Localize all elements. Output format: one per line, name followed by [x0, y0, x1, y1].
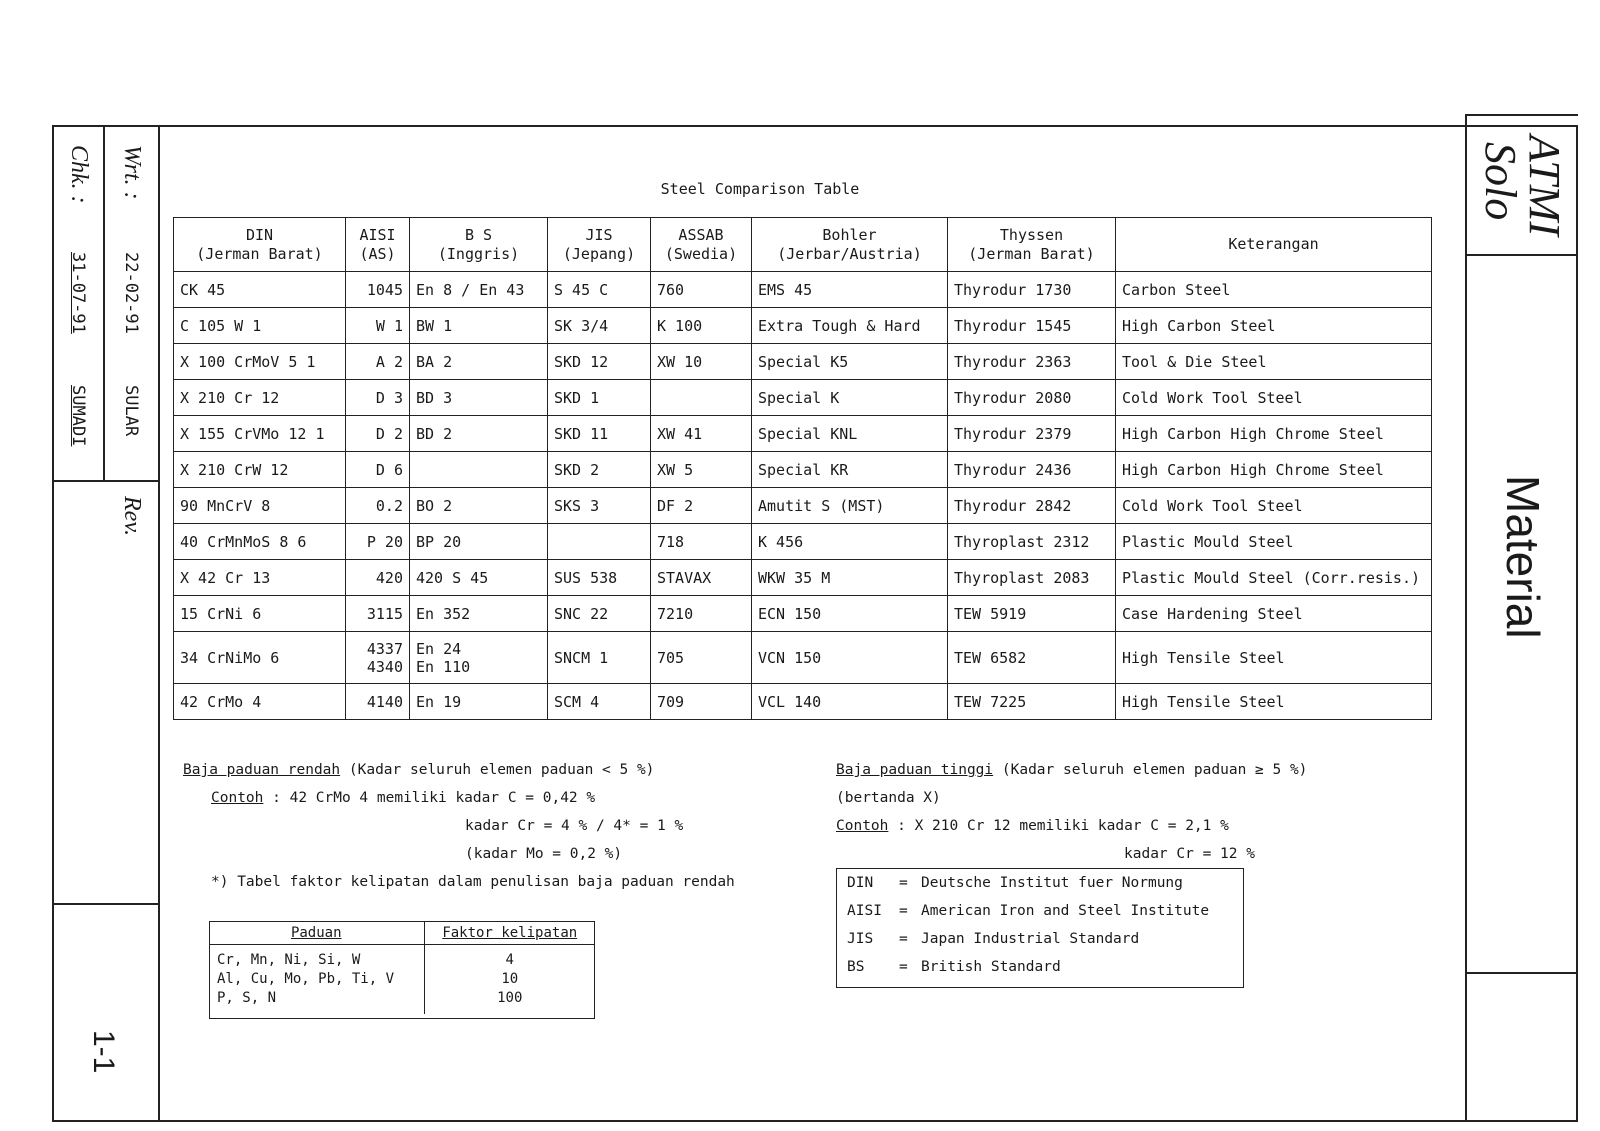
- table-cell: D 2: [346, 416, 410, 452]
- table-cell: CK 45: [174, 272, 346, 308]
- faktor-col-paduan: Paduan: [209, 922, 424, 945]
- table-cell: SKD 11: [548, 416, 651, 452]
- left-strip-rule-2: [52, 903, 158, 905]
- table-row: [174, 344, 1432, 380]
- low-alloy-title: Baja paduan rendah: [183, 762, 341, 778]
- table-cell: Extra Tough & Hard: [752, 308, 948, 344]
- table-cell: TEW 6582: [948, 632, 1116, 684]
- table-cell: Thyroplast 2312: [948, 524, 1116, 560]
- table-cell: [651, 380, 752, 416]
- wrt-label: Wrt. :: [119, 145, 145, 200]
- table-cell: S 45 C: [548, 272, 651, 308]
- high-alloy-line1: : X 210 Cr 12 memiliki kadar C = 2,1 %: [897, 818, 1229, 834]
- table-cell: X 100 CrMoV 5 1: [174, 344, 346, 380]
- brand-city: Solo: [1476, 142, 1525, 221]
- table-cell: 760: [651, 272, 752, 308]
- faktor-col-factor: Faktor kelipatan: [424, 922, 595, 945]
- right-strip-top: [1465, 114, 1578, 116]
- table-row: [174, 596, 1432, 632]
- table-cell: Thyrodur 2842: [948, 488, 1116, 524]
- table-cell: 34 CrNiMo 6: [174, 632, 346, 684]
- table-cell: SKD 12: [548, 344, 651, 380]
- abbreviations-box: [836, 868, 1244, 988]
- table-cell: Cold Work Tool Steel: [1116, 380, 1432, 416]
- table-cell: TEW 7225: [948, 684, 1116, 720]
- table-cell: XW 10: [651, 344, 752, 380]
- table-row: [174, 684, 1432, 720]
- table-cell: High Carbon Steel: [1116, 308, 1432, 344]
- abbr-key: DIN: [847, 875, 874, 891]
- table-cell: Special KR: [752, 452, 948, 488]
- table-cell: A 2: [346, 344, 410, 380]
- table-cell: BO 2: [410, 488, 548, 524]
- abbr-eq: =: [899, 875, 908, 891]
- steel-comparison-table: [173, 217, 1432, 720]
- table-cell: C 105 W 1: [174, 308, 346, 344]
- table-cell: Special KNL: [752, 416, 948, 452]
- table-cell: High Carbon High Chrome Steel: [1116, 452, 1432, 488]
- wrt-date: 22-02-91: [121, 252, 141, 334]
- high-alloy-line2: kadar Cr = 12 %: [1124, 846, 1255, 862]
- column-header: DIN (Jerman Barat): [174, 218, 346, 272]
- table-cell: 7210: [651, 596, 752, 632]
- low-alloy-line2: kadar Cr = 4 % / 4* = 1 %: [465, 818, 684, 834]
- faktor-header-row: [209, 922, 595, 945]
- column-header: AISI (AS): [346, 218, 410, 272]
- high-alloy-desc: (Kadar seluruh elemen paduan ≥ 5 %): [1001, 762, 1308, 778]
- table-cell: 15 CrNi 6: [174, 596, 346, 632]
- low-alloy-example-label: Contoh: [211, 790, 264, 806]
- table-cell: SNCM 1: [548, 632, 651, 684]
- table-cell: High Carbon High Chrome Steel: [1116, 416, 1432, 452]
- brand-org: ATMI: [1520, 135, 1569, 237]
- table-cell: K 100: [651, 308, 752, 344]
- table-cell: 420 S 45: [410, 560, 548, 596]
- low-alloy-footnote: *) Tabel faktor kelipatan dalam penulisan baja paduan rendah: [211, 874, 735, 890]
- abbr-value: American Iron and Steel Institute: [921, 903, 1210, 919]
- table-cell: 4337 4340: [346, 632, 410, 684]
- abbreviation-row: [847, 931, 1233, 959]
- low-alloy-line1: : 42 CrMo 4 memiliki kadar C = 0,42 %: [272, 790, 596, 806]
- abbr-key: JIS: [847, 931, 874, 947]
- abbr-value: Deutsche Institut fuer Normung: [921, 875, 1183, 891]
- table-row: [174, 272, 1432, 308]
- abbr-value: Japan Industrial Standard: [921, 931, 1140, 947]
- table-cell: 705: [651, 632, 752, 684]
- faktor-elements-row: P, S, N: [217, 990, 277, 1006]
- abbr-eq: =: [899, 959, 908, 975]
- table-cell: SKS 3: [548, 488, 651, 524]
- chk-name: SUMADI: [68, 385, 88, 447]
- column-header: Keterangan: [1116, 218, 1432, 272]
- faktor-value: 100: [497, 990, 523, 1006]
- table-cell: X 210 CrW 12: [174, 452, 346, 488]
- column-header: JIS (Jepang): [548, 218, 651, 272]
- table-cell: Plastic Mould Steel (Corr.resis.): [1116, 560, 1432, 596]
- table-cell: BA 2: [410, 344, 548, 380]
- left-strip-rule-1: [52, 480, 158, 482]
- table-cell: TEW 5919: [948, 596, 1116, 632]
- table-cell: W 1: [346, 308, 410, 344]
- column-header: ASSAB (Swedia): [651, 218, 752, 272]
- table-row: [174, 632, 1432, 684]
- table-cell: X 42 Cr 13: [174, 560, 346, 596]
- table-cell: 709: [651, 684, 752, 720]
- table-header-row: [174, 218, 1432, 272]
- table-row: [174, 488, 1432, 524]
- abbr-key: AISI: [847, 903, 882, 919]
- table-cell: 718: [651, 524, 752, 560]
- table-cell: K 456: [752, 524, 948, 560]
- table-cell: 90 MnCrV 8: [174, 488, 346, 524]
- faktor-value: 10: [501, 971, 519, 987]
- rev-label: Rev.: [119, 496, 145, 537]
- table-cell: DF 2: [651, 488, 752, 524]
- abbr-eq: =: [899, 903, 908, 919]
- table-cell: 0.2: [346, 488, 410, 524]
- table-cell: STAVAX: [651, 560, 752, 596]
- high-alloy-line0: (bertanda X): [836, 790, 941, 806]
- table-cell: EMS 45: [752, 272, 948, 308]
- column-header: Thyssen (Jerman Barat): [948, 218, 1116, 272]
- table-cell: 4140: [346, 684, 410, 720]
- faktor-value: 4: [505, 952, 514, 968]
- table-cell: Tool & Die Steel: [1116, 344, 1432, 380]
- table-row: [174, 560, 1432, 596]
- table-cell: SUS 538: [548, 560, 651, 596]
- high-alloy-heading: [836, 762, 1307, 778]
- abbreviation-row: [847, 875, 1233, 903]
- table-cell: [548, 524, 651, 560]
- left-strip-inner-divider: [103, 125, 105, 480]
- abbr-key: BS: [847, 959, 865, 975]
- table-cell: BD 2: [410, 416, 548, 452]
- table-cell: WKW 35 M: [752, 560, 948, 596]
- table-cell: D 6: [346, 452, 410, 488]
- table-cell: Thyrodur 2363: [948, 344, 1116, 380]
- table-cell: Amutit S (MST): [752, 488, 948, 524]
- chk-date: 31-07-91: [68, 252, 88, 334]
- table-cell: Cold Work Tool Steel: [1116, 488, 1432, 524]
- table-cell: SKD 2: [548, 452, 651, 488]
- table-cell: Thyrodur 2436: [948, 452, 1116, 488]
- table-cell: 3115: [346, 596, 410, 632]
- column-header: B S (Inggris): [410, 218, 548, 272]
- table-cell: XW 41: [651, 416, 752, 452]
- table-row: [174, 452, 1432, 488]
- abbr-eq: =: [899, 931, 908, 947]
- table-cell: SCM 4: [548, 684, 651, 720]
- table-cell: 40 CrMnMoS 8 6: [174, 524, 346, 560]
- table-row: [174, 524, 1432, 560]
- table-row: [174, 308, 1432, 344]
- chk-label: Chk. :: [66, 145, 92, 204]
- table-cell: X 210 Cr 12: [174, 380, 346, 416]
- table-cell: En 8 / En 43: [410, 272, 548, 308]
- high-alloy-example: [836, 818, 1229, 834]
- table-body: [174, 272, 1432, 720]
- faktor-elements: [209, 945, 424, 1015]
- table-cell: VCN 150: [752, 632, 948, 684]
- right-strip-rule-1: [1465, 254, 1578, 256]
- table-cell: Thyrodur 1545: [948, 308, 1116, 344]
- low-alloy-line3: (kadar Mo = 0,2 %): [465, 846, 623, 862]
- column-header: Bohler (Jerbar/Austria): [752, 218, 948, 272]
- low-alloy-heading: [183, 762, 654, 778]
- left-strip-divider: [158, 125, 160, 1122]
- table-cell: Thyrodur 2379: [948, 416, 1116, 452]
- abbreviation-row: [847, 903, 1233, 931]
- table-cell: En 19: [410, 684, 548, 720]
- table-cell: SNC 22: [548, 596, 651, 632]
- faktor-table: [209, 922, 595, 1014]
- faktor-elements-row: Cr, Mn, Ni, Si, W: [217, 952, 361, 968]
- table-cell: SKD 1: [548, 380, 651, 416]
- table-cell: BW 1: [410, 308, 548, 344]
- high-alloy-title: Baja paduan tinggi: [836, 762, 994, 778]
- faktor-values: [424, 945, 595, 1015]
- table-cell: BP 20: [410, 524, 548, 560]
- table-cell: 1045: [346, 272, 410, 308]
- section-title: Material: [1497, 475, 1549, 639]
- table-cell: Case Hardening Steel: [1116, 596, 1432, 632]
- high-alloy-example-label: Contoh: [836, 818, 889, 834]
- faktor-elements-row: Al, Cu, Mo, Pb, Ti, V: [217, 971, 395, 987]
- table-cell: 42 CrMo 4: [174, 684, 346, 720]
- faktor-body-row: [209, 945, 595, 1015]
- table-cell: SK 3/4: [548, 308, 651, 344]
- table-cell: XW 5: [651, 452, 752, 488]
- table-cell: D 3: [346, 380, 410, 416]
- table-cell: Carbon Steel: [1116, 272, 1432, 308]
- table-cell: High Tensile Steel: [1116, 684, 1432, 720]
- table-row: [174, 380, 1432, 416]
- table-cell: P 20: [346, 524, 410, 560]
- abbreviation-row: [847, 959, 1233, 987]
- table-cell: Special K: [752, 380, 948, 416]
- low-alloy-example: [211, 790, 595, 806]
- low-alloy-desc: (Kadar seluruh elemen paduan < 5 %): [348, 762, 655, 778]
- table-cell: Plastic Mould Steel: [1116, 524, 1432, 560]
- table-cell: BD 3: [410, 380, 548, 416]
- table-cell: Thyrodur 2080: [948, 380, 1116, 416]
- page-title: Steel Comparison Table: [660, 180, 860, 198]
- abbr-value: British Standard: [921, 959, 1061, 975]
- table-cell: [410, 452, 548, 488]
- table-cell: En 352: [410, 596, 548, 632]
- table-cell: High Tensile Steel: [1116, 632, 1432, 684]
- table-cell: En 24 En 110: [410, 632, 548, 684]
- table-row: [174, 416, 1432, 452]
- table-cell: VCL 140: [752, 684, 948, 720]
- table-cell: Special K5: [752, 344, 948, 380]
- right-strip-rule-2: [1465, 972, 1578, 974]
- table-cell: Thyroplast 2083: [948, 560, 1116, 596]
- table-cell: ECN 150: [752, 596, 948, 632]
- table-cell: Thyrodur 1730: [948, 272, 1116, 308]
- table-cell: X 155 CrVMo 12 1: [174, 416, 346, 452]
- table-cell: 420: [346, 560, 410, 596]
- wrt-name: SULAR: [121, 385, 141, 437]
- page-number: 1-1: [87, 1030, 120, 1074]
